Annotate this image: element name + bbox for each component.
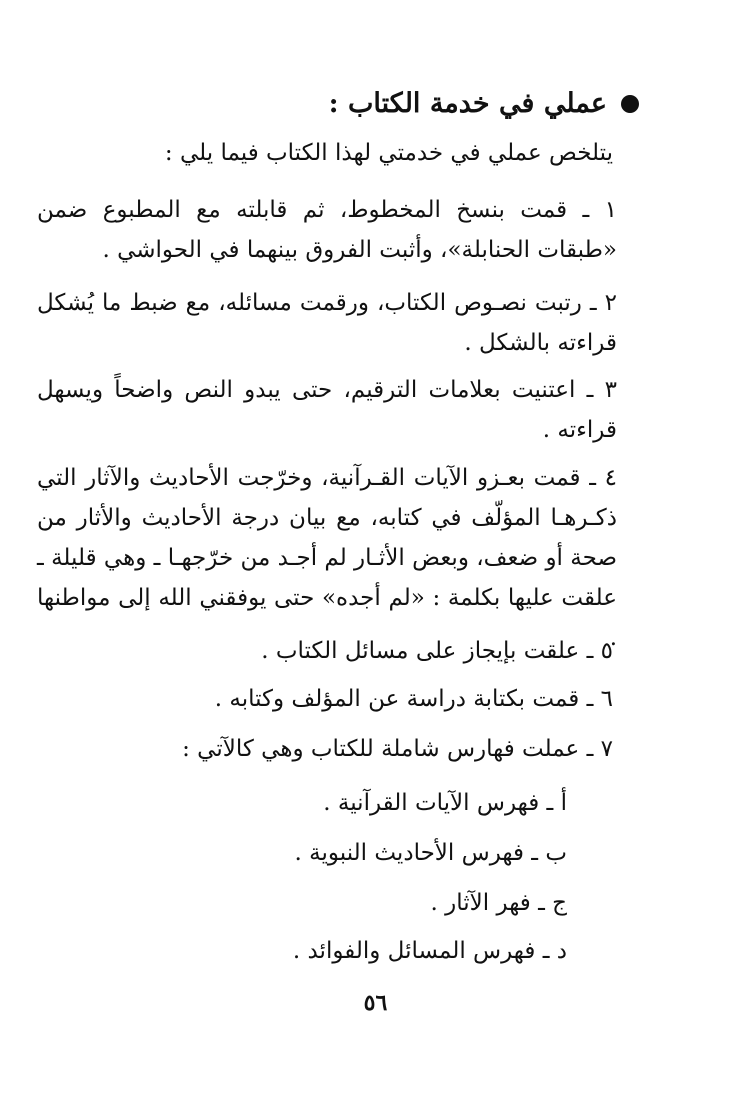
list-item-4: ٤ ـ قمت بعـزو الآيات القـرآنية، وخرّجت الأحاديث والآثار التي ذكـرهـا المؤلّف في كتابه، مع بيان درجة الأحاديث والأثار من صحة أو ضعف، وبعض الأثـار لم أجـد من خرّجهـا ـ وهي قليلة ـ علقت عليها بكلمة : «لم أجده» حتى يوفقني الله إلى مواطنها .: [37, 465, 617, 651]
list-item-3: ٣ ـ اعتنيت بعلامات الترقيم، حتى يبدو النص واضحاً ويسهل قراءته .: [37, 377, 617, 443]
sub-item-c: ج ـ فهر الآثار .: [430, 890, 567, 916]
list-item-5: ٥ ـ علقت بإيجاز على مسائل الكتاب .: [261, 638, 613, 664]
sub-item-d: د ـ فهرس المسائل والفوائد .: [292, 938, 567, 964]
bullet-icon: [621, 95, 639, 113]
list-item-2: ٢ ـ رتبت نصـوص الكتاب، ورقمت مسائله، مع ضبط ما يُشكل قراءته بالشكل .: [37, 290, 617, 356]
list-item-6: ٦ ـ قمت بكتابة دراسة عن المؤلف وكتابه .: [214, 686, 613, 712]
list-item-1: ١ ـ قمت بنسخ المخطوط، ثم قابلته مع المطبوع ضمن «طبقات الحنابلة»، وأثبت الفروق بينهما في الحواشي .: [37, 197, 617, 263]
section-heading-text: عملي في خدمة الكتاب :: [328, 88, 607, 119]
list-item-7: ٧ ـ عملت فهارس شاملة للكتاب وهي كالآتي :: [182, 736, 613, 762]
intro-paragraph: يتلخص عملي في خدمتي لهذا الكتاب فيما يلي :: [164, 140, 613, 166]
page-number: ٥٦: [363, 990, 388, 1016]
sub-item-b: ب ـ فهرس الأحاديث النبوية .: [294, 840, 567, 866]
sub-item-a: أ ـ فهرس الآيات القرآنية .: [323, 790, 567, 816]
section-heading: [329, 88, 639, 119]
